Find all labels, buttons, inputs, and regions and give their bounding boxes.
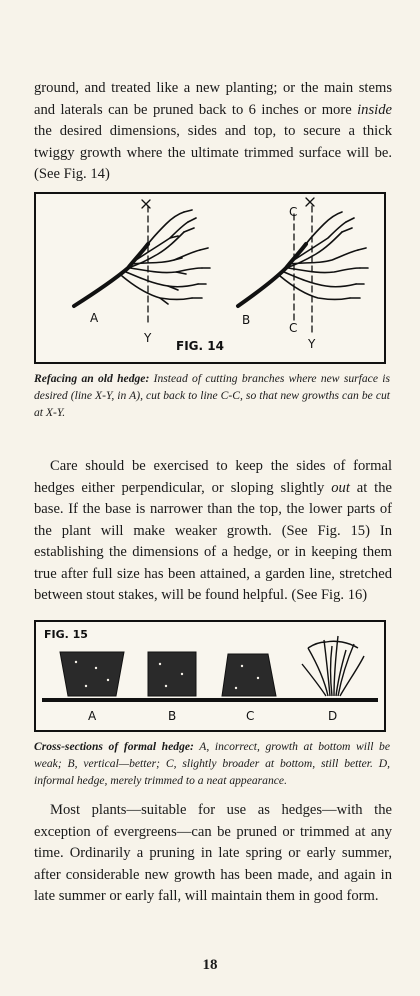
paragraph-1: ground, and treated like a new planting; or the main stems and laterals can be pruned back to 6 inches or more inside the desired dimensions, sides and top, to secure a thick twiggy growth where the ultimate trimmed surface will be. (See Fig. 14) bbox=[34, 80, 392, 182]
label-a: A bbox=[90, 311, 99, 325]
figure-14 bbox=[34, 192, 386, 364]
paragraph-3: Most plants—suitable for use as hedges—with the exception of evergreens—can be pruned or trimmed at any time. Ordinarily a pruning in late spring or early summer, after considerable new growth has been made, and again in late summer or early fall, will maintain them in good form. bbox=[34, 802, 392, 904]
figure-14-label: FIG. 14 bbox=[176, 339, 224, 353]
figure-15 bbox=[34, 620, 386, 732]
figure-15-label: FIG. 15 bbox=[44, 628, 88, 641]
label-d: D bbox=[328, 709, 338, 723]
label-b: B bbox=[242, 313, 251, 327]
label-b: B bbox=[168, 709, 177, 723]
hedge-cross-sections bbox=[36, 622, 384, 730]
hedge-branch-illustration bbox=[36, 194, 384, 362]
page-number: 18 bbox=[202, 957, 218, 973]
label-c-top: C bbox=[289, 205, 298, 219]
figure-14-caption: Refacing an old hedge: Instead of cutting branches where new surface is desired (line X-Y, in A), cut back to line C-C, so that new growths can be cut at X-Y. bbox=[34, 372, 390, 419]
label-c: C bbox=[246, 709, 255, 723]
label-a: A bbox=[88, 709, 97, 723]
figure-15-caption: Cross-sections of formal hedge: A, incorrect, growth at bottom will be weak; B, vertical—better; C, slightly broader at bottom, still better. D, informal hedge, merely trimmed to a neat appearance. bbox=[34, 740, 390, 787]
label-y-b: Y bbox=[308, 337, 316, 351]
label-c-bottom: C bbox=[289, 321, 298, 335]
label-y-a: Y bbox=[144, 331, 152, 345]
paragraph-2: Care should be exercised to keep the sides of formal hedges either perpendicular, or sloping slightly out at the base. If the base is narrower than the top, the lower parts of the plant will make weaker growth. (See Fig. 15) In establishing the dimensions of a hedge, or in keeping them true after full size has been attained, a garden line, stretched between stout stakes, will be found helpful. (See Fig. 16) bbox=[34, 458, 392, 603]
